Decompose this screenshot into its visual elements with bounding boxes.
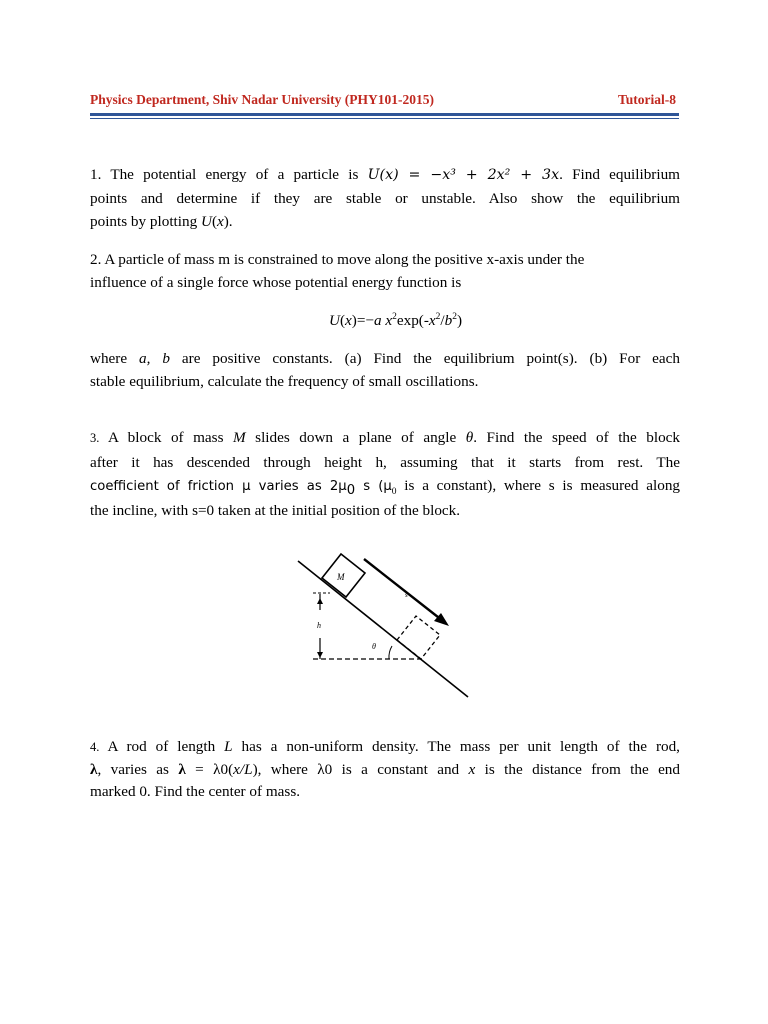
header-course-title: Physics Department, Shiv Nadar University (PHY101-2015) [90, 92, 434, 107]
question-1-lead: 1. The potential energy of a particle is [90, 166, 368, 183]
q1-l3e: ). [223, 213, 233, 230]
q1-l3d: x [217, 213, 224, 230]
question-3-line-2: after it has descended through height h, assuming that it starts from rest. The [90, 453, 680, 471]
question-4 [90, 736, 680, 804]
eq-x3: x [428, 312, 436, 329]
q2-l3b: a, b [139, 350, 170, 367]
question-2-continued [90, 347, 680, 393]
eq-sup-1: 2 [392, 311, 397, 322]
eq-a: a [373, 312, 382, 329]
question-3-line-3 [90, 474, 680, 499]
q4-l1c: has a non-uniform density. The mass per unit length of the rod, [232, 738, 680, 755]
q4-l2g: x [468, 760, 476, 778]
q3-sub-1: 0 [346, 483, 356, 499]
eq-exp: exp(- [396, 312, 429, 329]
q3-l1c: slides down a plane of angle [245, 429, 466, 446]
eq-x2: x [385, 312, 393, 329]
q3-sub-2: 0 [391, 487, 397, 498]
question-2 [90, 248, 680, 294]
q4-l1a: A rod of length [99, 738, 225, 755]
height-arrow-up [317, 598, 323, 604]
question-3-line-4: the incline, with s=0 taken at the initial position of the block. [90, 501, 461, 519]
incline-diagram [290, 550, 470, 700]
q4-lambda-2: λ [178, 760, 186, 778]
question-4-line-3: marked 0. Find the center of mass. [90, 783, 301, 800]
eq-equals: )=− [351, 312, 374, 329]
angle-label: θ [372, 642, 376, 651]
header-rule-thin [90, 118, 679, 119]
question-2-line-1: 2. A particle of mass m is constrained to move along the positive x-axis under the [90, 251, 585, 268]
q3-l3a: coefficient of friction μ varies as 2μ [90, 479, 347, 495]
question-4-number: 4. [90, 740, 100, 754]
eq-close: ) [457, 312, 463, 329]
header-rule-thick [90, 113, 679, 116]
height-label: h [317, 621, 321, 630]
q3-l1d: θ [465, 429, 474, 446]
eq-x1: x [345, 312, 352, 329]
question-2-line-4: stable equilibrium, calculate the frequency of small oscillations. [90, 373, 479, 390]
question-1-line-2: points and determine if they are stable or unstable. Also show the equilibrium [90, 190, 680, 207]
q2-l3c: are positive constants. (a) Find the equilibrium point(s). (b) For each [169, 350, 681, 367]
question-2-equation: U(x)=−a $x^2\exp(-x^2/b^2)$ [329, 311, 463, 329]
eq-slash: / [440, 312, 445, 329]
question-3 [90, 426, 680, 522]
q4-l2d: = λ0( [185, 760, 234, 778]
q2-l3a: where [90, 350, 140, 367]
eq-sup-2: 2 [435, 311, 441, 322]
block-final [397, 616, 440, 659]
q3-l3c: is a constant), where s is measured along [396, 477, 681, 495]
q1-l3a: points by plotting [90, 213, 201, 230]
q3-l1b: M [233, 429, 246, 446]
q3-l1e: . Find the speed of the block [473, 429, 681, 446]
question-4-line-2 [90, 759, 680, 782]
eq-b: b [444, 312, 453, 329]
distance-label: s [405, 591, 408, 599]
header-tutorial-label: Tutorial-8 [617, 92, 676, 107]
angle-arc [389, 646, 392, 659]
eq-sup-3: 2 [452, 311, 457, 322]
q4-l2f: ), where λ0 is a constant and [252, 760, 469, 778]
question-2-line-3 [90, 347, 680, 370]
question-4-line-1 [90, 736, 680, 759]
q3-l3b: s (μ [355, 479, 392, 495]
q4-l1b: L [224, 738, 233, 755]
block-mass-label: M [337, 572, 345, 582]
incline-surface [298, 561, 468, 697]
question-2-line-2: influence of a single force whose potential energy function is [90, 274, 462, 291]
q4-l2b: , varies as [97, 760, 179, 778]
question-3-line-1 [90, 426, 680, 451]
eq-u: U [329, 312, 340, 329]
q3-l1a: A block of mass [99, 429, 233, 446]
question-1-formula: U(x) = −x³ + 2x² + 3x [367, 167, 560, 183]
question-1-line-1 [90, 163, 680, 187]
q1-l3c: ( [211, 213, 217, 230]
question-1-tail: . Find equilibrium [559, 166, 680, 183]
question-1 [90, 163, 680, 233]
q1-l3b: U [200, 213, 212, 230]
q4-l2h: is the distance from the end [475, 760, 680, 778]
question-1-line-3 [90, 210, 680, 233]
q4-lambda-1: λ [90, 760, 98, 778]
question-3-number: 3. [90, 431, 100, 445]
q4-l2e: x/L [233, 760, 253, 778]
height-arrow-down [317, 652, 323, 658]
displacement-arrow [364, 559, 443, 621]
